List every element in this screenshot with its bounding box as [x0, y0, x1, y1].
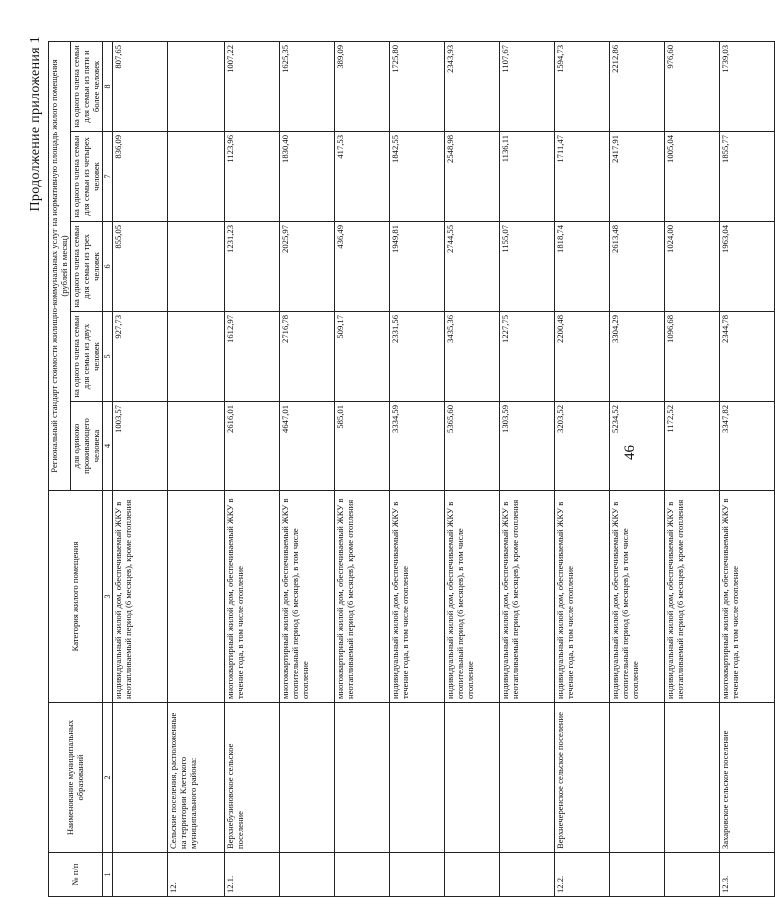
cost-value: 509,17	[335, 312, 390, 402]
column-number: 5	[103, 312, 113, 402]
cost-value: 1005,04	[665, 132, 720, 222]
row-number	[280, 853, 335, 897]
cost-value: 1136,11	[500, 132, 555, 222]
cost-value: 1096,68	[665, 312, 720, 402]
cost-value: 1725,80	[390, 41, 445, 131]
header-municipality: Наименование муниципальных образований	[49, 703, 103, 853]
cost-value	[168, 312, 225, 402]
header-number: № п/п	[49, 853, 103, 897]
housing-category	[168, 491, 225, 703]
header-category: Категория жилого помещения	[49, 491, 103, 703]
table-row	[555, 41, 610, 896]
row-number	[665, 853, 720, 897]
cost-value: 1842,55	[390, 132, 445, 222]
cost-value: 2548,98	[445, 132, 500, 222]
table-row	[665, 41, 720, 896]
cost-value: 836,09	[113, 132, 168, 222]
table-row	[500, 41, 555, 896]
table-row	[280, 41, 335, 896]
cost-value: 1227,75	[500, 312, 555, 402]
row-number	[113, 853, 168, 897]
column-number: 8	[103, 41, 113, 131]
cost-value: 2343,93	[445, 41, 500, 131]
table-row	[113, 41, 168, 896]
row-number: 12.3.	[720, 853, 775, 897]
cost-value: 2344,78	[720, 312, 775, 402]
header-four: на одного члена семьи для семьи из четырех человек	[71, 132, 103, 222]
cost-value: 1107,67	[500, 41, 555, 131]
column-number: 6	[103, 222, 113, 312]
continuation-label: Продолжение приложения 1	[28, 36, 43, 212]
column-number: 2	[103, 703, 113, 853]
cost-value: 3203,52	[555, 402, 610, 491]
cost-value: 1303,59	[500, 402, 555, 491]
housing-category: индивидуальный жилой дом, обеспечиваемый ЖКУ в отопительный период (6 месяцев), в том числе отопление	[445, 491, 500, 703]
table-row	[335, 41, 390, 896]
municipality-name: Сельские поселения, расположенные на территории Клетского муниципального района:	[168, 703, 225, 853]
cost-value: 1855,77	[720, 132, 775, 222]
cost-value: 1711,47	[555, 132, 610, 222]
municipality-name	[113, 703, 168, 853]
cost-value: 3347,82	[720, 402, 775, 491]
housing-category: многоквартирный жилой дом, обеспечиваемый ЖКУ в отопительный период (6 месяцев), в том числе отопление	[280, 491, 335, 703]
housing-category: индивидуальный жилой дом, обеспечиваемый ЖКУ в течение года, в том числе отопление	[555, 491, 610, 703]
row-number	[390, 853, 445, 897]
cost-value: 1123,96	[225, 132, 280, 222]
cost-value: 1949,81	[390, 222, 445, 312]
column-number: 3	[103, 491, 113, 703]
row-number	[500, 853, 555, 897]
cost-value: 4647,01	[280, 402, 335, 491]
header-single: для одиноко проживающего человека	[71, 402, 103, 491]
cost-value: 1739,03	[720, 41, 775, 131]
cost-value: 1594,73	[555, 41, 610, 131]
cost-value: 3435,36	[445, 312, 500, 402]
cost-value: 3304,29	[610, 312, 665, 402]
cost-value: 1172,52	[665, 402, 720, 491]
cost-value: 2716,78	[280, 312, 335, 402]
housing-category: индивидуальный жилой дом, обеспечиваемый ЖКУ в неотапливаемый период (6 месяцев), кроме отопления	[113, 491, 168, 703]
municipality-name: Верхнебузиновское сельское поселение	[225, 703, 280, 853]
row-number	[445, 853, 500, 897]
housing-category: индивидуальный жилой дом, обеспечиваемый ЖКУ в неотапливаемый период (6 месяцев), кроме отопления	[665, 491, 720, 703]
cost-value: 436,49	[335, 222, 390, 312]
row-number: 12.	[168, 853, 225, 897]
cost-value: 5234,52	[610, 402, 665, 491]
municipality-name	[335, 703, 390, 853]
cost-value: 3334,59	[390, 402, 445, 491]
housing-cost-table	[48, 41, 775, 897]
cost-value: 2613,48	[610, 222, 665, 312]
cost-value: 1612,97	[225, 312, 280, 402]
column-number: 7	[103, 132, 113, 222]
page-number: 46	[622, 445, 638, 460]
cost-value: 585,01	[335, 402, 390, 491]
cost-value: 1003,57	[113, 402, 168, 491]
housing-category: многоквартирный жилой дом, обеспечиваемый ЖКУ в неотапливаемый период (6 месяцев), кроме отопления	[335, 491, 390, 703]
header-five-plus: на одного члена семьи для семьи из пяти и более человек	[71, 41, 103, 131]
column-number: 4	[103, 402, 113, 491]
municipality-name	[390, 703, 445, 853]
header-regional-standard: Региональный стандарт стоимости жилищно-коммунальных услуг на нормативную площадь жилого помещения (рублей в месяц)	[49, 41, 71, 490]
cost-value: 2331,56	[390, 312, 445, 402]
cost-value: 1963,04	[720, 222, 775, 312]
housing-category: многоквартирный жилой дом, обеспечиваемый ЖКУ в течение года, в том числе отопление	[225, 491, 280, 703]
cost-value: 2200,48	[555, 312, 610, 402]
municipality-name: Верхнечеренское сельское поселение	[555, 703, 610, 853]
header-three: на одного члена семьи для семьи из трех человек	[71, 222, 103, 312]
cost-value: 855,05	[113, 222, 168, 312]
column-number: 1	[103, 853, 113, 897]
cost-value: 1830,40	[280, 132, 335, 222]
cost-value	[168, 41, 225, 131]
table-body	[113, 41, 775, 896]
cost-value: 2616,01	[225, 402, 280, 491]
municipality-name	[445, 703, 500, 853]
housing-category: индивидуальный жилой дом, обеспечиваемый ЖКУ в течение года, в том числе отопление	[390, 491, 445, 703]
cost-value	[168, 132, 225, 222]
municipality-name	[500, 703, 555, 853]
cost-value: 1818,74	[555, 222, 610, 312]
cost-value: 1007,22	[225, 41, 280, 131]
municipality-name	[280, 703, 335, 853]
column-number-row	[103, 41, 113, 896]
cost-value: 927,73	[113, 312, 168, 402]
table-row	[445, 41, 500, 896]
row-number	[335, 853, 390, 897]
housing-category: индивидуальный жилой дом, обеспечиваемый ЖКУ в отопительный период (6 месяцев), в том числе отопление	[610, 491, 665, 703]
cost-value: 2417,91	[610, 132, 665, 222]
cost-value: 389,09	[335, 41, 390, 131]
header-two: на одного члена семьи для семьи из двух человек	[71, 312, 103, 402]
cost-value: 417,53	[335, 132, 390, 222]
cost-value: 2744,55	[445, 222, 500, 312]
municipality-name	[665, 703, 720, 853]
table-row	[168, 41, 225, 896]
cost-value: 5365,60	[445, 402, 500, 491]
housing-category: индивидуальный жилой дом, обеспечиваемый ЖКУ в неотапливаемый период (6 месяцев), кроме отопления	[500, 491, 555, 703]
cost-value: 1231,23	[225, 222, 280, 312]
cost-value: 807,65	[113, 41, 168, 131]
cost-value: 1024,00	[665, 222, 720, 312]
cost-value: 1625,35	[280, 41, 335, 131]
cost-value: 2025,97	[280, 222, 335, 312]
cost-value: 2212,86	[610, 41, 665, 131]
table-row	[390, 41, 445, 896]
cost-value	[168, 402, 225, 491]
cost-value: 976,60	[665, 41, 720, 131]
row-number: 12.2.	[555, 853, 610, 897]
table-row	[225, 41, 280, 896]
cost-value: 1155,07	[500, 222, 555, 312]
table-row	[720, 41, 775, 896]
cost-value	[168, 222, 225, 312]
row-number: 12.1.	[225, 853, 280, 897]
housing-category: многоквартирный жилой дом, обеспечиваемый ЖКУ в течение года, в том числе отопление	[720, 491, 775, 703]
municipality-name: Захаровское сельское поселение	[720, 703, 775, 853]
